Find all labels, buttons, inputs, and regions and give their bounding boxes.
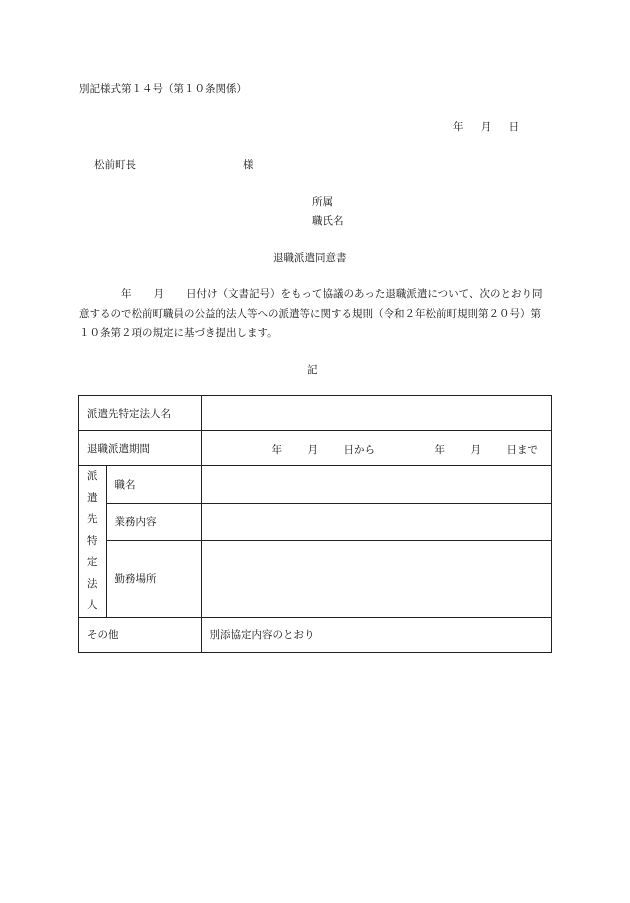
period-to-month: 月 [470,444,481,456]
table-row [79,466,552,504]
table-row [79,541,552,617]
period-from-month: 月 [307,444,318,456]
org-label: 派遣先特定法人名 [79,396,202,431]
position-label: 職名 [106,466,201,504]
table-row [79,503,552,541]
period-to-year: 年 [434,444,445,456]
other-value-field[interactable]: 別添協定内容のとおり [201,617,552,652]
period-value-field[interactable] [201,431,552,466]
ki-heading: 記 [307,364,318,376]
sender-name-label: 職氏名 [312,215,344,227]
body-month: 月 [153,288,164,300]
group-label-vertical: 派 遣 先 特 定 法 人 [79,466,107,618]
workplace-value-field[interactable] [201,541,552,617]
date-line: 年 月 日 [453,121,520,133]
org-value-field[interactable] [201,396,552,431]
table-row [79,396,552,431]
document-title: 退職派遣同意書 [273,252,347,264]
table-row [79,617,552,652]
table-row [79,431,552,466]
form-table [78,395,552,653]
body-paragraph [79,285,551,344]
workplace-label: 勤務場所 [106,541,201,617]
position-value-field[interactable] [201,466,552,504]
other-label: その他 [79,617,202,652]
period-from-day: 日から [343,444,375,456]
duties-value-field[interactable] [201,503,552,541]
duties-label: 業務内容 [106,503,201,541]
body-year: 年 [121,288,132,300]
addressee-name: 松前町長 [94,159,136,171]
form-number: 別記様式第１４号（第１０条関係） [79,83,247,95]
period-from-year: 年 [271,444,282,456]
addressee-honorific: 様 [243,159,254,171]
period-label: 退職派遣期間 [79,431,202,466]
body-rest: 日付け（文書記号）をもって協議のあった退職派遣について、次のとおり同意するので松前町職員の公益的法人等への派遣等に関する規則（令和２年松前町規則第２０号）第１０条第２項の規定に基づき提出します。 [79,288,543,339]
addressee [94,157,254,172]
period-to-day: 日まで [506,444,538,456]
sender-affiliation-label: 所属 [312,196,333,208]
